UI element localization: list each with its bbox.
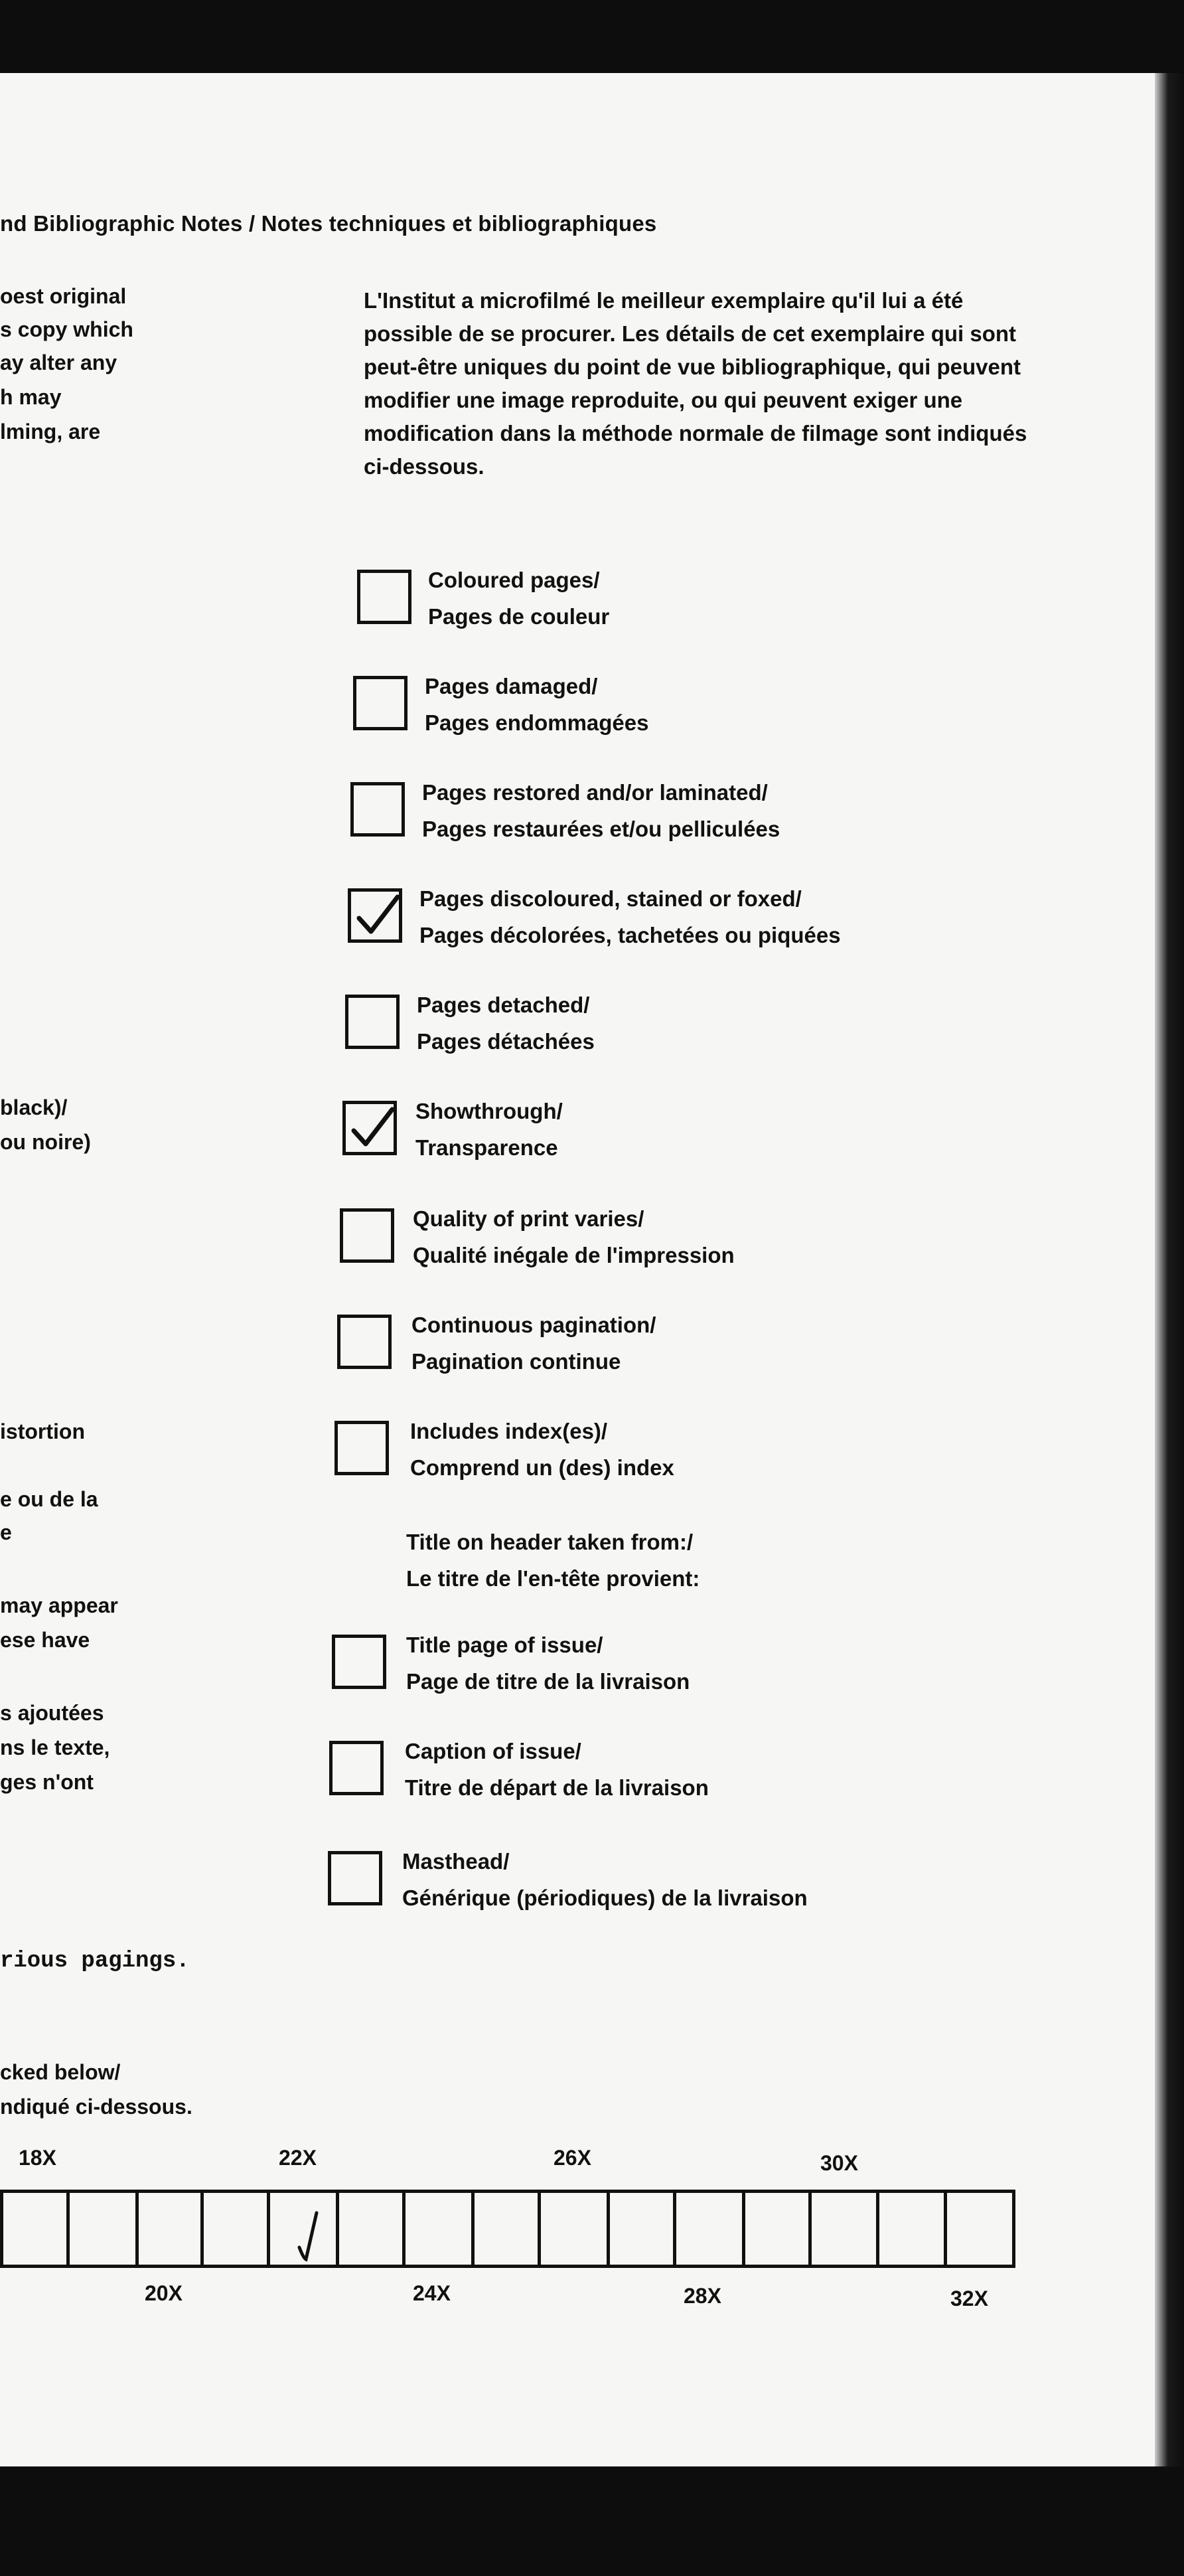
- left-fragment: lming, are: [0, 420, 101, 443]
- left-fragment: e: [0, 1520, 12, 1544]
- grid-cell[interactable]: [475, 2193, 541, 2265]
- reduction-scale-grid: [0, 2190, 1015, 2268]
- checkbox-quality-of-print[interactable]: [340, 1208, 394, 1263]
- checkmark-icon: [354, 893, 400, 939]
- left-fragment: ay alter any: [0, 351, 117, 374]
- checkmark-icon: [348, 1105, 395, 1152]
- label-includes-index: Includes index(es)/ Comprend un (des) index: [410, 1419, 674, 1480]
- checkbox-caption-of-issue[interactable]: [329, 1741, 384, 1795]
- grid-cell[interactable]: [812, 2193, 879, 2265]
- checkbox-pages-detached[interactable]: [345, 995, 400, 1049]
- label-showthrough: Showthrough/ Transparence: [415, 1099, 563, 1160]
- left-fragment: s ajoutées: [0, 1701, 104, 1725]
- scale-label-bottom: 28X: [684, 2284, 721, 2308]
- scale-label-bottom: 24X: [413, 2281, 451, 2305]
- left-fragment: may appear: [0, 1593, 118, 1617]
- label-pages-detached: Pages detached/ Pages détachées: [417, 993, 595, 1054]
- checkbox-showthrough[interactable]: [342, 1101, 397, 1155]
- header-source-label: Title on header taken from:/ Le titre de l'en-tête provient:: [406, 1530, 700, 1591]
- scale-label-top: 26X: [554, 2146, 591, 2170]
- scale-label-bottom: 32X: [950, 2287, 988, 2310]
- left-fragment: black)/: [0, 1095, 68, 1119]
- label-title-page: Title page of issue/ Page de titre de la livraison: [406, 1633, 690, 1694]
- left-fragment: ns le texte,: [0, 1735, 110, 1759]
- grid-cell-22x[interactable]: [270, 2193, 339, 2265]
- label-coloured-pages: Coloured pages/ Pages de couleur: [428, 568, 610, 629]
- grid-cell[interactable]: [3, 2193, 70, 2265]
- reduction-note-line2: ndiqué ci-dessous.: [0, 2095, 192, 2119]
- checkbox-pages-discoloured[interactable]: [348, 888, 402, 943]
- label-caption-of-issue: Caption of issue/ Titre de départ de la livraison: [405, 1739, 709, 1800]
- checkmark-icon: [275, 2196, 335, 2269]
- scale-label-top: 30X: [820, 2151, 858, 2175]
- left-fragment: istortion: [0, 1419, 85, 1443]
- grid-cell[interactable]: [406, 2193, 475, 2265]
- additional-comments: rious pagings.: [0, 1949, 190, 1974]
- notes-heading: nd Bibliographic Notes / Notes techniques et bibliographiques: [0, 211, 657, 236]
- left-fragment: oest original: [0, 284, 127, 308]
- reduction-note-line1: cked below/: [0, 2060, 121, 2084]
- scale-label-top: 18X: [19, 2146, 56, 2170]
- left-fragment: ese have: [0, 1628, 90, 1652]
- checkbox-continuous-pagination[interactable]: [337, 1315, 392, 1369]
- grid-cell[interactable]: [610, 2193, 676, 2265]
- left-fragment: ges n'ont: [0, 1770, 94, 1794]
- label-pages-damaged: Pages damaged/ Pages endommagées: [425, 674, 649, 735]
- scale-label-bottom: 20X: [145, 2281, 183, 2305]
- checkbox-masthead[interactable]: [328, 1851, 382, 1905]
- label-masthead: Masthead/ Générique (périodiques) de la livraison: [402, 1849, 808, 1910]
- page-edge-shadow: [1155, 73, 1184, 2466]
- grid-cell[interactable]: [676, 2193, 745, 2265]
- label-quality-of-print: Quality of print varies/ Qualité inégale de l'impression: [413, 1206, 735, 1267]
- grid-cell[interactable]: [879, 2193, 947, 2265]
- checkbox-pages-damaged[interactable]: [353, 676, 407, 730]
- checkbox-includes-index[interactable]: [334, 1421, 389, 1475]
- grid-cell[interactable]: [745, 2193, 812, 2265]
- grid-cell[interactable]: [541, 2193, 610, 2265]
- checkbox-coloured-pages[interactable]: [357, 570, 411, 624]
- left-fragment: s copy which: [0, 317, 133, 341]
- left-fragment: h may: [0, 385, 62, 409]
- checkbox-pages-restored[interactable]: [350, 782, 405, 837]
- scale-label-top: 22X: [279, 2146, 317, 2170]
- grid-cell[interactable]: [139, 2193, 204, 2265]
- left-fragment: ou noire): [0, 1130, 91, 1154]
- label-pages-restored: Pages restored and/or laminated/ Pages restaurées et/ou pelliculées: [422, 780, 780, 841]
- grid-cell[interactable]: [339, 2193, 406, 2265]
- label-continuous-pagination: Continuous pagination/ Pagination continue: [411, 1313, 656, 1374]
- grid-cell[interactable]: [204, 2193, 270, 2265]
- grid-cell[interactable]: [947, 2193, 1013, 2265]
- label-pages-discoloured: Pages discoloured, stained or foxed/ Pages décolorées, tachetées ou piquées: [419, 886, 841, 947]
- left-fragment: e ou de la: [0, 1487, 98, 1511]
- institute-statement: L'Institut a microfilmé le meilleur exemplaire qu'il lui a été possible de se procurer. Les détails de cet exemplaire qui sont peut-être uniques du point de vue bibliographique, qui peuvent modifier une image reproduite, ou qui peuvent exiger une modification dans la méthode normale de filmage sont indiqués ci-dessous.: [364, 288, 1027, 479]
- grid-cell[interactable]: [70, 2193, 139, 2265]
- checkbox-title-page[interactable]: [332, 1635, 386, 1689]
